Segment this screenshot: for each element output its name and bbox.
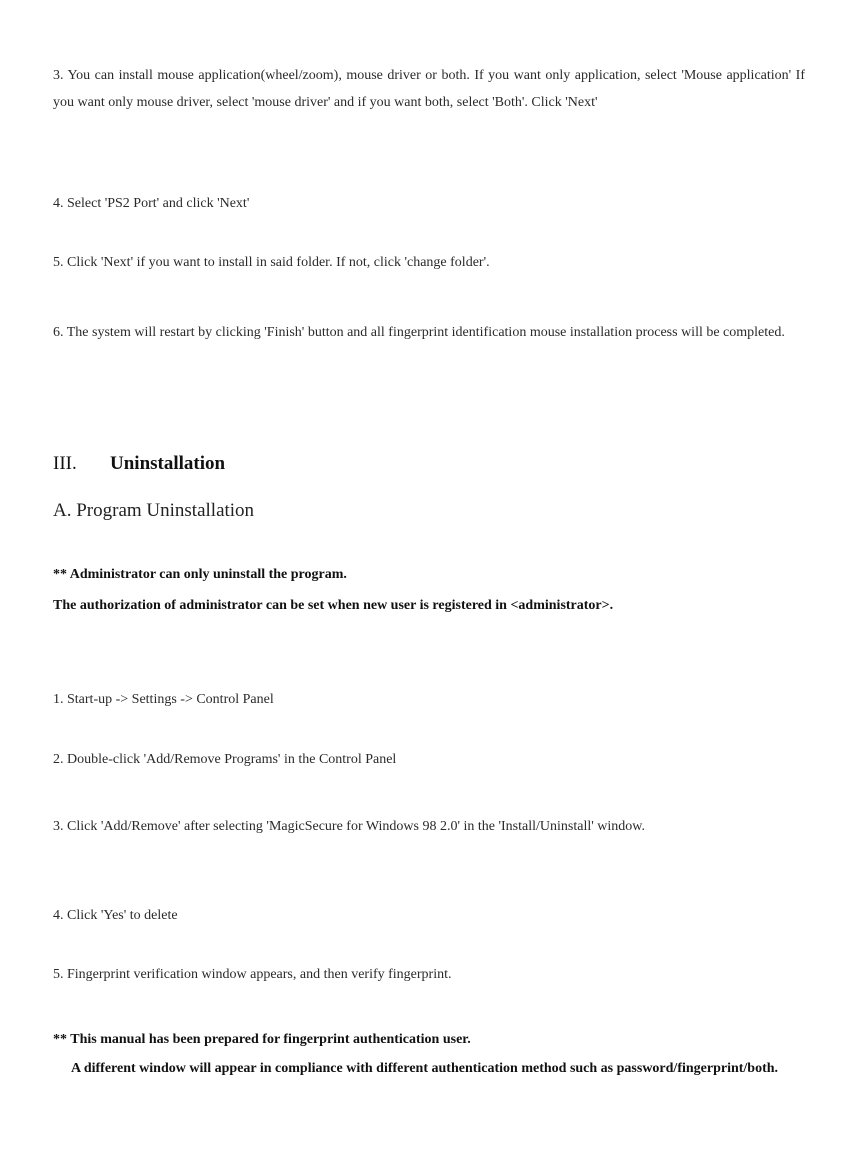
install-step-3: 3. You can install mouse application(wheel/zoom), mouse driver or both. If you want only application, select 'Mouse application' If you want only mouse driver, select 'mouse driver' and if you want both, select 'Both'. Click 'Next' [53, 68, 805, 110]
install-step-5: 5. Click 'Next' if you want to install in said folder. If not, click 'change folder'. [53, 255, 490, 270]
admin-note-line1: ** Administrator can only uninstall the program. [53, 567, 347, 582]
admin-note-line2: The authorization of administrator can be set when new user is registered in <administrator>. [53, 598, 614, 613]
section-number: III. [53, 453, 77, 474]
uninstall-step-1: 1. Start-up -> Settings -> Control Panel [53, 692, 274, 707]
uninstall-step-4: 4. Click 'Yes' to delete [53, 908, 178, 923]
footer-note-line2: A different window will appear in compliance with different authentication method such as password/fingerprint/both. [71, 1061, 779, 1076]
section-title: Uninstallation [110, 453, 226, 474]
install-step-4: 4. Select 'PS2 Port' and click 'Next' [53, 196, 250, 211]
section-heading [53, 453, 805, 475]
uninstall-step-3: 3. Click 'Add/Remove' after selecting 'MagicSecure for Windows 98 2.0' in the 'Install/Uninstall' window. [53, 819, 645, 834]
uninstall-step-5: 5. Fingerprint verification window appears, and then verify fingerprint. [53, 967, 452, 982]
uninstall-step-2: 2. Double-click 'Add/Remove Programs' in the Control Panel [53, 752, 397, 767]
install-step-6: 6. The system will restart by clicking 'Finish' button and all fingerprint identification mouse installation process will be completed. [53, 325, 785, 340]
footer-note-line1: ** This manual has been prepared for fingerprint authentication user. [53, 1032, 471, 1047]
subsection-title: A. Program Uninstallation [53, 500, 255, 521]
